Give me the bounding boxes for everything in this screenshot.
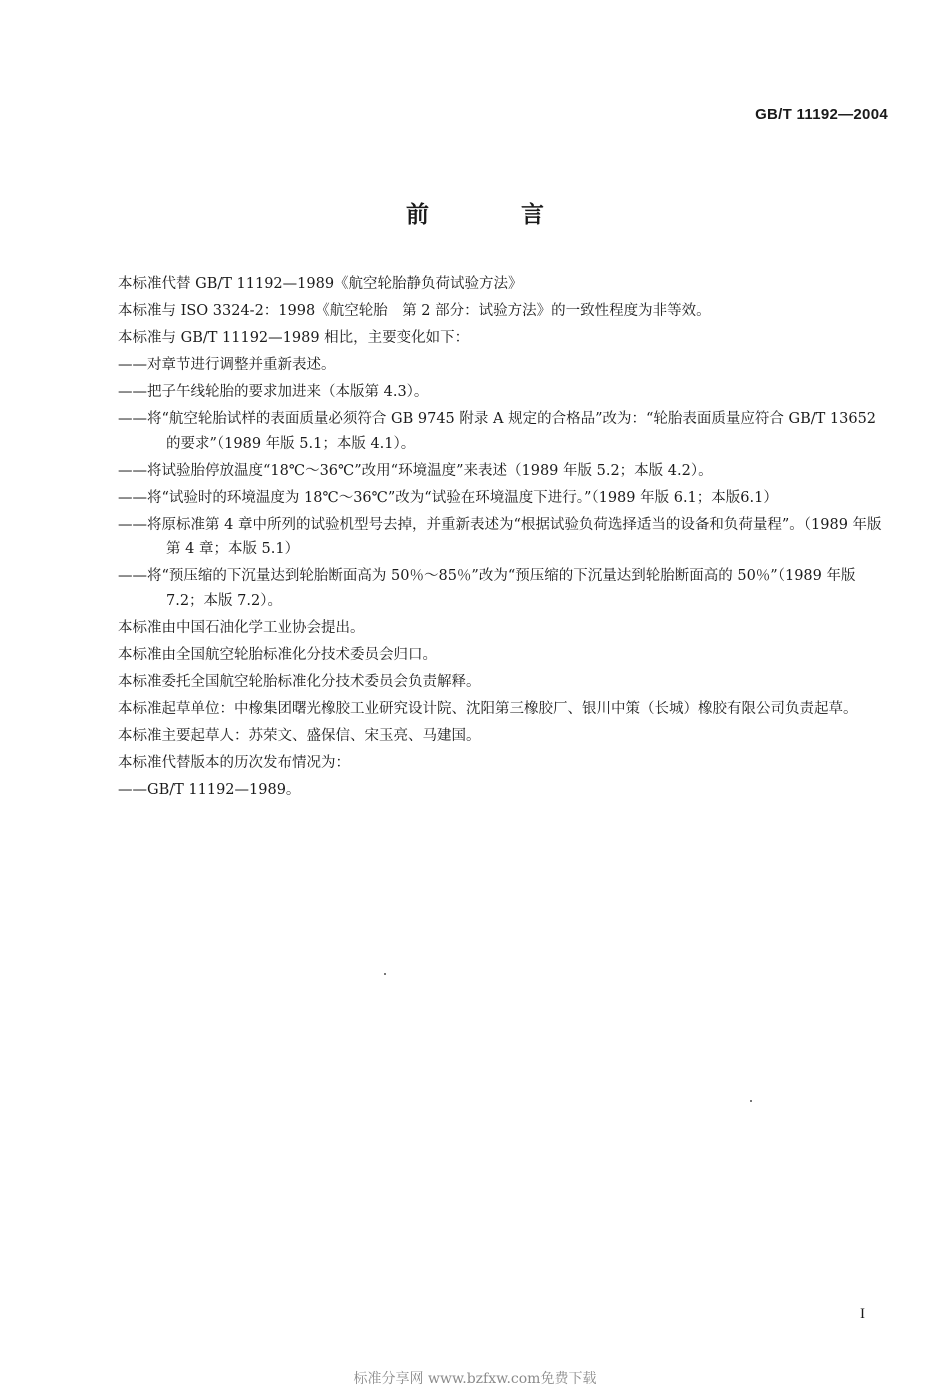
closing-paragraph-proposer: 本标准由中国石油化学工业协会提出。 [118, 619, 365, 636]
footer-watermark: 标准分享网 www.bzfxw.com免费下载 [353, 1371, 597, 1387]
page-number: I [860, 1306, 865, 1322]
foreword-body [88, 272, 888, 805]
intro-paragraph-2: 本标准与 ISO 3324-2：1998《航空轮胎 第 2 部分：试验方法》的一致性程度为非等效。 [118, 303, 711, 319]
standard-code: GB/T 11192—2004 [755, 106, 888, 123]
closing-paragraph-history-item: ——GB/T 11192—1989。 [118, 781, 301, 798]
scan-speck [384, 973, 386, 975]
closing-paragraph-interpretation: 本标准委托全国航空轮胎标准化分技术委员会负责解释。 [118, 673, 481, 690]
closing-paragraph-drafting-units: 本标准起草单位：中橡集团曙光橡胶工业研究设计院、沈阳第三橡胶厂、银川中策（长城）橡胶有限公司负责起草。 [118, 700, 858, 717]
change-item-5: ——将“试验时的环境温度为 18℃～36℃”改为“试验在环境温度下进行。”（1989 年版 6.1；本版6.1） [118, 489, 778, 506]
closing-paragraph-drafters: 本标准主要起草人：苏荣文、盛保信、宋玉亮、马建国。 [118, 727, 481, 744]
page-title: 前 言 [405, 202, 586, 228]
change-item-1: ——对章节进行调整并重新表述。 [118, 357, 336, 373]
scan-speck [750, 1100, 752, 1102]
closing-paragraph-history: 本标准代替版本的历次发布情况为： [118, 754, 350, 771]
change-item-2: ——把子午线轮胎的要求加进来（本版第 4.3）。 [118, 384, 429, 400]
intro-paragraph-1: 本标准代替 GB/T 11192—1989《航空轮胎静负荷试验方法》 [118, 276, 523, 292]
change-item-7: ——将“预压缩的下沉量达到轮胎断面高为 50％～85％”改为“预压缩的下沉量达到轮胎断面高的 50％”（1989 年版 7.2；本版 7.2）。 [118, 568, 856, 609]
change-item-3: ——将“航空轮胎试样的表面质量必须符合 GB 9745 附录 A 规定的合格品”改为：“轮胎表面质量应符合 GB/T 13652 的要求”（1989 年版 5.1；本版 4.1）。 [118, 411, 877, 452]
change-item-6: ——将原标准第 4 章中所列的试验机型号去掉，并重新表述为“根据试验负荷选择适当的设备和负荷量程”。（1989 年版第 4 章；本版 5.1） [118, 516, 882, 557]
change-item-4: ——将试验胎停放温度“18℃～36℃”改用“环境温度”来表述（1989 年版 5.2；本版 4.2）。 [118, 462, 713, 479]
closing-paragraph-centralized: 本标准由全国航空轮胎标准化分技术委员会归口。 [118, 646, 437, 663]
intro-paragraph-3: 本标准与 GB/T 11192—1989 相比，主要变化如下： [118, 330, 470, 346]
